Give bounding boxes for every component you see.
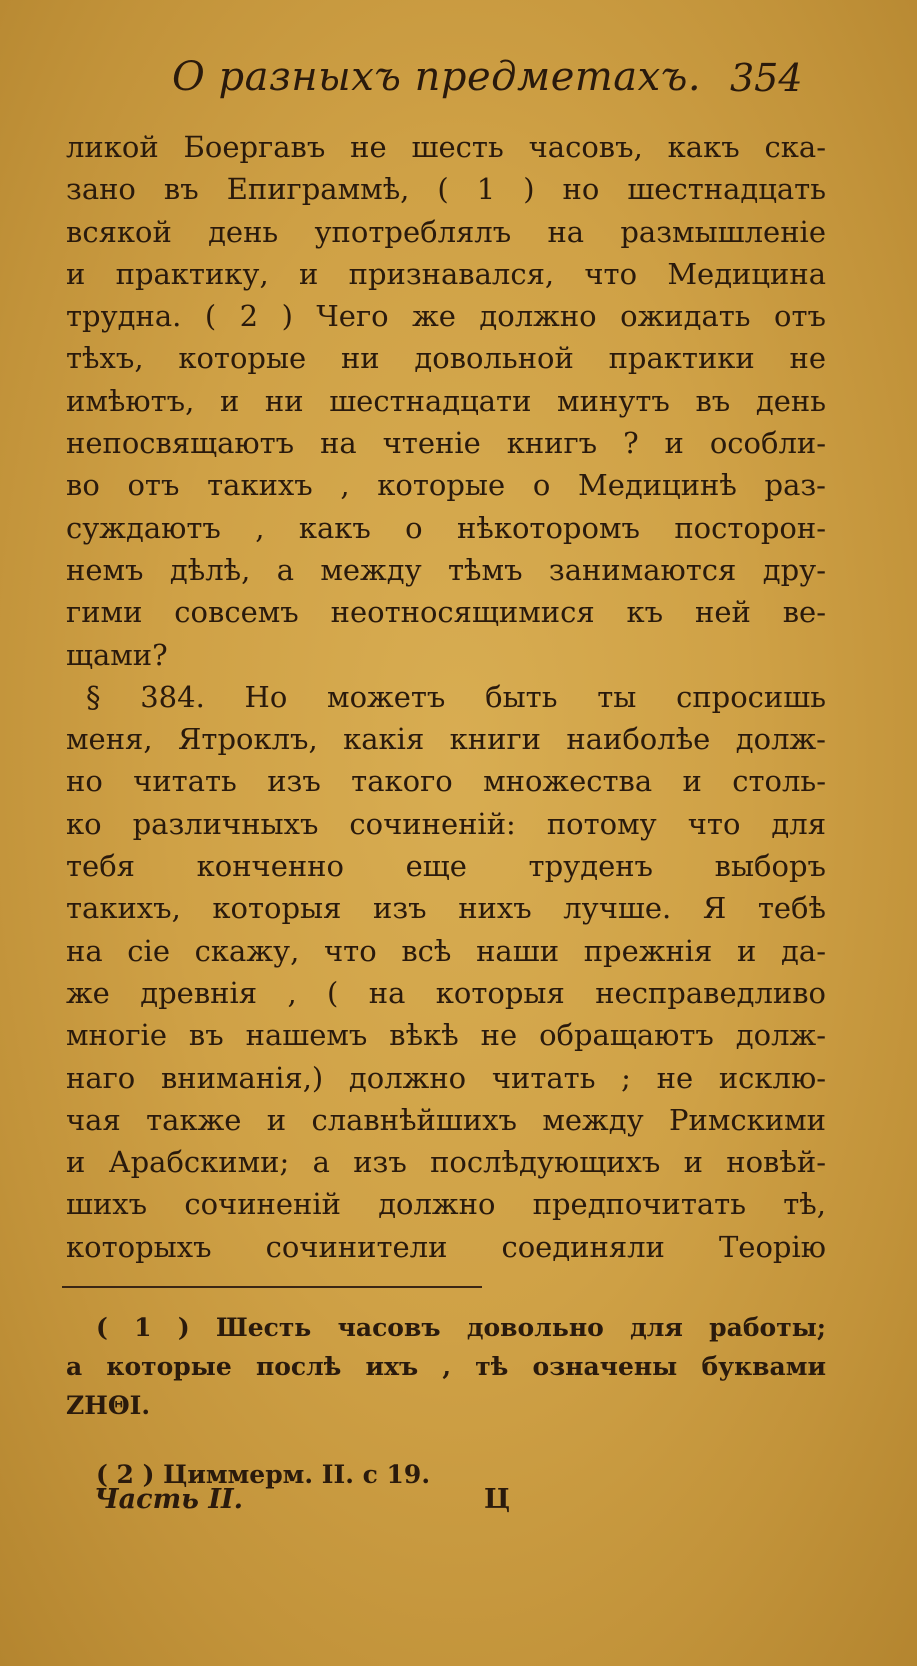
footnote-1-line: ( 1 ) Шесть часовъ довольно для работы; <box>96 1313 826 1342</box>
signature-part: Часть II. <box>94 1484 244 1515</box>
text-line: шихъ сочиненій должно предпочитать тѣ, <box>66 1187 826 1222</box>
signature-mark: Ц <box>484 1484 511 1515</box>
footnote-rule <box>62 1286 482 1288</box>
text-line: и Арабскими; а изъ послѣдующихъ и новѣй- <box>66 1145 826 1180</box>
text-line: ко различныхъ сочиненій: потому что для <box>66 806 826 841</box>
text-line: меня, Ятроклъ, какія книги наиболѣе долж- <box>66 722 826 757</box>
main-text <box>66 126 826 1268</box>
text-line: но читать изъ такого множества и столь- <box>66 764 826 799</box>
text-line: тебя конченно еще труденъ выборъ <box>66 849 826 884</box>
printer-signature <box>94 1484 514 1524</box>
footnote-1-line: ΖΗΘΙ. <box>66 1391 151 1420</box>
text-line: которыхъ сочинители соединяли Теорію <box>66 1229 826 1264</box>
text-line: ликой Боергавъ не шесть часовъ, какъ ска- <box>66 130 826 164</box>
text-line: такихъ, которыя изъ нихъ лучше. Я тебѣ <box>66 891 826 926</box>
text-line: и практику, и признавался, что Медицина <box>66 256 826 291</box>
text-line: многіе въ нашемъ вѣкѣ не обращаютъ долж- <box>66 1018 826 1053</box>
text-line: тѣхъ, которые ни довольной практики не <box>66 341 826 376</box>
text-line: же древнія , ( на которыя несправедливо <box>66 975 826 1010</box>
text-line: на сіе скажу, что всѣ наши прежнія и да- <box>66 933 826 968</box>
text-line: наго вниманія,) должно читать ; не исклю- <box>66 1060 826 1095</box>
footnote-gap <box>66 1425 826 1455</box>
text-line: трудна. ( 2 ) Чего же должно ожидать отъ <box>66 299 826 334</box>
text-line: всякой день употреблялъ на размышленіе <box>66 214 826 249</box>
footnote-2: ( 2 ) Циммерм. II. с 19. <box>96 1460 431 1489</box>
section-start-line: § 384. Но можетъ быть ты спросишь <box>86 679 826 714</box>
page-header <box>0 48 917 108</box>
text-line: гими совсемъ неотносящимися къ ней ве- <box>66 595 826 630</box>
footnotes <box>66 1308 826 1494</box>
text-line: имѣютъ, и ни шестнадцати минутъ въ день <box>66 383 826 418</box>
footnote-1-line: а которые послѣ ихъ , тѣ означены буквами <box>66 1352 826 1381</box>
text-line: во отъ такихъ , которые о Медицинѣ раз- <box>66 468 826 503</box>
text-line: непосвящаютъ на чтеніе книгъ ? и особли- <box>66 426 826 461</box>
text-line: немъ дѣлѣ, а между тѣмъ занимаются дру- <box>66 552 826 587</box>
text-line: суждаютъ , какъ о нѣкоторомъ посторон- <box>66 510 826 545</box>
running-title: О разныхъ предметахъ. <box>172 54 702 100</box>
text-line: чая также и славнѣйшихъ между Римскими <box>66 1102 826 1137</box>
text-line: щами? <box>66 637 168 672</box>
text-line: зано въ Епиграммѣ, ( 1 ) но шестнадцать <box>66 172 826 207</box>
page-number: 354 <box>730 56 803 100</box>
